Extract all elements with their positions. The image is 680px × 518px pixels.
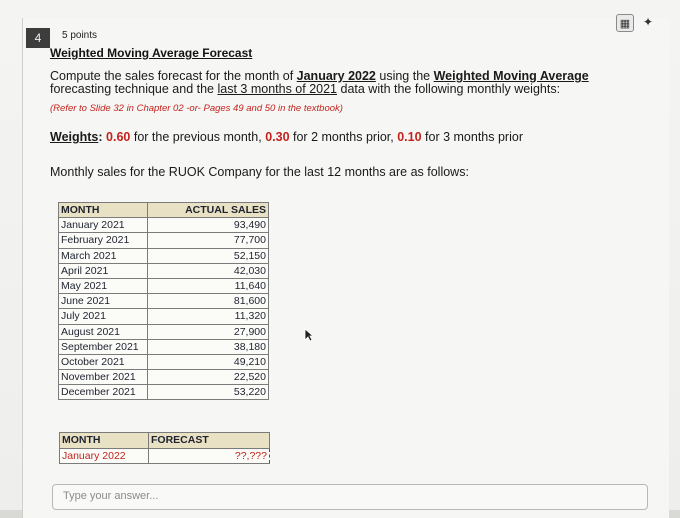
sales-table — [58, 202, 269, 400]
question-toolbar — [616, 14, 656, 32]
monthly-sales-intro: Monthly sales for the RUOK Company for the last 12 months are as follows: — [50, 165, 469, 179]
table-row: September 2021 38,180 — [59, 339, 269, 354]
mouse-pointer-icon — [304, 328, 314, 342]
table-row: February 2021 77,700 — [59, 233, 269, 248]
question-title: Weighted Moving Average Forecast — [50, 46, 253, 60]
weight-3: 0.10 — [397, 130, 422, 144]
forecast-month: January 2022 — [296, 69, 376, 83]
question-prompt: Compute the sales forecast for the month of January 2022 using the Weighted Moving Average forecasting technique and the last 3 months of 2021 data with the following monthly weights: — [50, 69, 589, 96]
answer-input[interactable]: Type your answer... — [52, 484, 648, 510]
pin-icon[interactable]: ✦ — [642, 15, 654, 29]
sales-header-month: MONTH — [59, 203, 148, 218]
calculator-icon[interactable]: ▦ — [616, 14, 634, 32]
table-row: July 2021 11,320 — [59, 309, 269, 324]
forecast-table — [59, 432, 270, 464]
forecast-row — [60, 448, 270, 464]
weight-2: 0.30 — [265, 130, 290, 144]
table-row: December 2021 53,220 — [59, 385, 269, 400]
forecast-header-month: MONTH — [60, 433, 149, 449]
table-row: October 2021 49,210 — [59, 354, 269, 369]
forecast-month-cell: January 2022 — [60, 448, 149, 464]
table-row: August 2021 27,900 — [59, 324, 269, 339]
weights-line: Weights: 0.60 for the previous month, 0.30 for 2 months prior, 0.10 for 3 months prior — [50, 130, 523, 144]
data-span: last 3 months of 2021 — [217, 82, 338, 96]
forecast-header-forecast: FORECAST — [149, 433, 270, 449]
table-row: November 2021 22,520 — [59, 370, 269, 385]
question-points: 5 points — [62, 30, 98, 41]
table-row: April 2021 42,030 — [59, 263, 269, 278]
reference-note: (Refer to Slide 32 in Chapter 02 -or- Pages 49 and 50 in the textbook) — [50, 103, 343, 114]
forecast-value-cell: ??,??? — [149, 448, 270, 464]
table-row: January 2021 93,490 — [59, 218, 269, 233]
table-row: June 2021 81,600 — [59, 294, 269, 309]
technique-name: Weighted Moving Average — [433, 69, 589, 83]
weight-1: 0.60 — [106, 130, 131, 144]
table-row: May 2021 11,640 — [59, 278, 269, 293]
question-number: 4 — [26, 28, 50, 48]
sales-header-actual: ACTUAL SALES — [148, 203, 269, 218]
table-row: March 2021 52,150 — [59, 248, 269, 263]
